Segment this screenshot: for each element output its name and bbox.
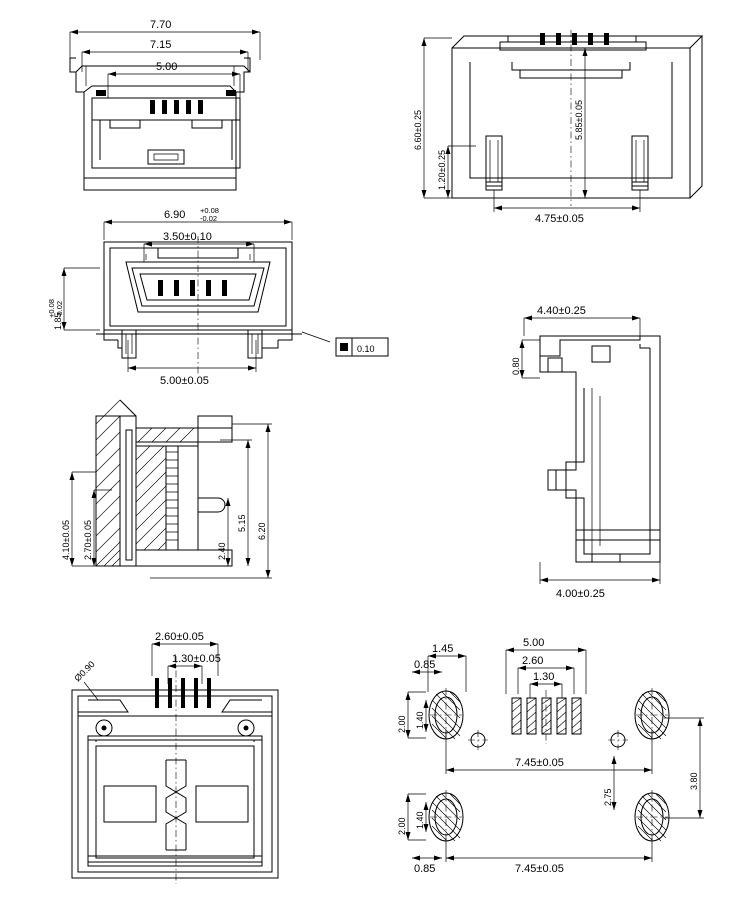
- dim-fp-1-40-top: [415, 700, 429, 732]
- front-contacts: [158, 280, 227, 296]
- dim-label-4-40: 4.40±0.25: [537, 305, 586, 317]
- dim-4-75: [494, 190, 640, 225]
- dim-hole-dia: [72, 659, 98, 700]
- bottom-plan-body: [72, 656, 278, 884]
- mid-right-view: [511, 305, 660, 600]
- dim-label-fp-3-80: 3.80: [689, 772, 699, 790]
- dim-label-fp-0-85-bottom: 0.85: [414, 863, 436, 875]
- dim-0-80: [511, 340, 540, 378]
- bracket-side-profile: [540, 336, 660, 562]
- dim-label-4-75: 4.75±0.05: [535, 213, 584, 225]
- dim-tol-plus-6-90: +0.08: [200, 206, 219, 215]
- dim-4-40: [524, 305, 640, 336]
- dim-label-fp-1-40-bottom: 1.40: [415, 811, 425, 829]
- dim-label-1-20: 1.20±0.25: [437, 150, 447, 190]
- dim-fp-0-85-bottom: [412, 856, 442, 876]
- dim-label-2-70: 2.70±0.05: [83, 520, 93, 560]
- footprint-signal-pads: [512, 698, 581, 734]
- dim-1-85: [47, 268, 100, 330]
- connector-front-body: [96, 236, 302, 376]
- dim-fp-2-75: [603, 756, 617, 810]
- dim-label-fp-5-00: 5.00: [523, 637, 545, 649]
- dim-tol-plus-1-85: +0.08: [47, 299, 56, 318]
- dim-label-fp-1-40-top: 1.40: [415, 711, 425, 729]
- section-view: [61, 400, 272, 578]
- bottom-left-view: [72, 631, 278, 884]
- dim-label-2-60: 2.60±0.05: [155, 631, 204, 643]
- dim-label-hole-dia: Ø0.90: [72, 658, 97, 684]
- mid-left-view: [47, 206, 388, 387]
- dim-fp-7-45-bottom: [446, 838, 652, 875]
- dim-5-00-view1: [108, 61, 240, 98]
- dim-label-fp-2-00-bottom: 2.00: [397, 817, 407, 835]
- mounting-hole-left: [96, 720, 112, 736]
- flatness-value: 0.10: [357, 344, 375, 354]
- dim-label-5-00-view3: 5.00±0.05: [160, 375, 209, 387]
- top-right-view: [413, 30, 702, 225]
- dim-label-fp-2-00-top: 2.00: [397, 715, 407, 733]
- dim-4-00: [540, 562, 660, 600]
- dim-fp-1-40-bottom: [415, 802, 429, 832]
- dim-label-fp-0-85-top: 0.85: [414, 659, 436, 671]
- top-left-view: [70, 19, 260, 190]
- dim-fp-7-45-top: [446, 730, 652, 774]
- dim-fp-3-80: [664, 718, 704, 818]
- mounting-hole-right: [238, 720, 254, 736]
- dim-label-fp-7-45-bottom: 7.45±0.05: [515, 863, 564, 875]
- dim-label-6-90: 6.90: [164, 209, 186, 221]
- section-body: [96, 400, 232, 566]
- dim-label-fp-1-30: 1.30: [533, 671, 555, 683]
- dim-label-1-85: 1.85: [53, 312, 63, 330]
- dim-tol-minus-6-90: -0.02: [200, 214, 218, 223]
- flatness-callout: [302, 332, 388, 356]
- dim-label-2-40: 2.40: [217, 542, 227, 560]
- dim-label-7-70: 7.70: [150, 19, 172, 31]
- rear-pin-slots: [540, 33, 609, 45]
- dim-label-5-00-view1: 5.00: [156, 61, 178, 73]
- dim-label-5-15: 5.15: [237, 514, 247, 532]
- dim-label-6-20: 6.20: [257, 522, 267, 540]
- dim-label-fp-1-45: 1.45: [432, 643, 454, 655]
- dim-label-4-10: 4.10±0.05: [61, 520, 71, 560]
- bottom-contacts: [155, 678, 211, 708]
- dim-label-5-85: 5.85±0.05: [574, 100, 584, 140]
- dim-label-fp-2-75: 2.75: [603, 788, 613, 806]
- dim-label-6-60: 6.60±0.25: [413, 110, 423, 150]
- dim-6-20: [150, 424, 272, 578]
- dim-5-00-view3: [128, 340, 256, 387]
- connector-body-perspective: [70, 58, 250, 190]
- dim-label-4-00: 4.00±0.25: [556, 588, 605, 600]
- dim-label-fp-7-45-top: 7.45±0.05: [515, 757, 564, 769]
- dim-fp-0-85-top: [412, 659, 442, 675]
- dim-label-7-15: 7.15: [150, 39, 172, 51]
- dim-label-1-30: 1.30±0.05: [172, 653, 221, 665]
- dim-label-fp-2-60: 2.60: [522, 655, 544, 667]
- contact-pins-row: [150, 100, 203, 114]
- dim-label-3-50: 3.50±0.10: [163, 231, 212, 243]
- bottom-right-view: [397, 637, 704, 875]
- dim-label-0-80: 0.80: [511, 357, 521, 375]
- dim-tol-minus-1-85: -0.02: [55, 300, 64, 318]
